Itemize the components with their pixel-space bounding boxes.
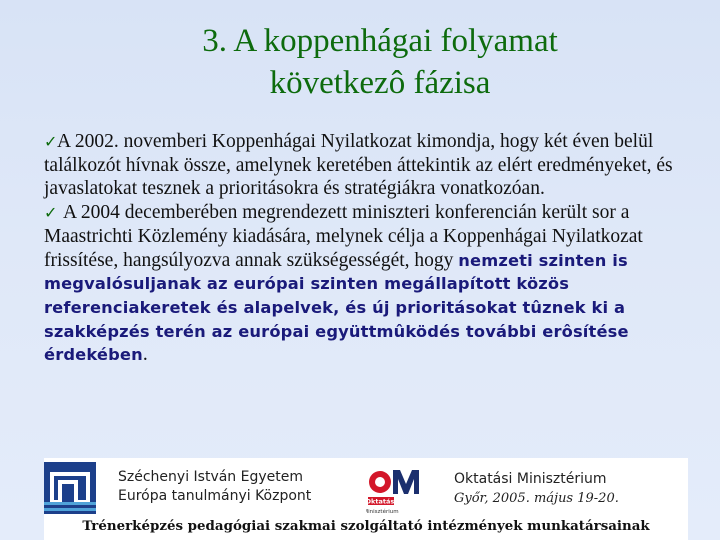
checkmark-icon: ✓ <box>44 203 58 223</box>
ministry-info <box>454 470 619 508</box>
slide-title-line1: 3. A koppenhágai folyamat <box>202 23 558 59</box>
university-line2: Európa tanulmányi Központ <box>118 488 312 504</box>
bullet-item-2 <box>44 201 684 367</box>
checkmark-icon: ✓ <box>44 132 58 151</box>
bullet-list <box>44 130 684 367</box>
om-logo-sub1: Oktatási <box>366 497 397 506</box>
bullet-text-2: A 2004 decemberében megrendezett miniszteri konferencián került sor a Maastrichti Közlemény kiadására, melynek célja a Koppenhágai Nyilatkozat frissítése, hangsúlyozva annak szükségességét, hogy <box>44 202 643 271</box>
om-logo <box>366 464 424 520</box>
university-line1: Széchenyi István Egyetem <box>118 469 304 485</box>
bullet-emphasis-text: nemzeti szinten is megvalósuljanak az európai szinten megállapított közös referenciakeretek és alapelvek, és új prioritásokat tûznek ki a szakképzés terén az európai együttmûködés további erôsítése érdekében <box>44 250 629 365</box>
bullet-text-1: A 2002. novemberi Koppenhágai Nyilatkozat kimondja, hogy két éven belül találkozót hívnak össze, amelynek keretében áttekintik az elért eredményeket, és javaslatokat tesznek a prioritásokra és stratégiákra vonatkozóan. <box>44 131 673 200</box>
event-date: Győr, 2005. május 19-20. <box>454 491 619 506</box>
footer-banner <box>44 458 688 540</box>
bullet-text-end: . <box>142 344 148 366</box>
om-logo-sub2: Minisztérium <box>366 509 399 515</box>
ministry-name: Oktatási Minisztérium <box>454 471 607 487</box>
university-logo <box>44 462 96 514</box>
bullet-item-1 <box>44 130 684 201</box>
slide-title-line2: következô fázisa <box>269 65 491 101</box>
training-title: Trénerképzés pedagógiai szakmai szolgáltató intézmények munkatársainak <box>82 518 650 534</box>
slide-title <box>40 20 720 104</box>
university-name <box>118 468 311 506</box>
